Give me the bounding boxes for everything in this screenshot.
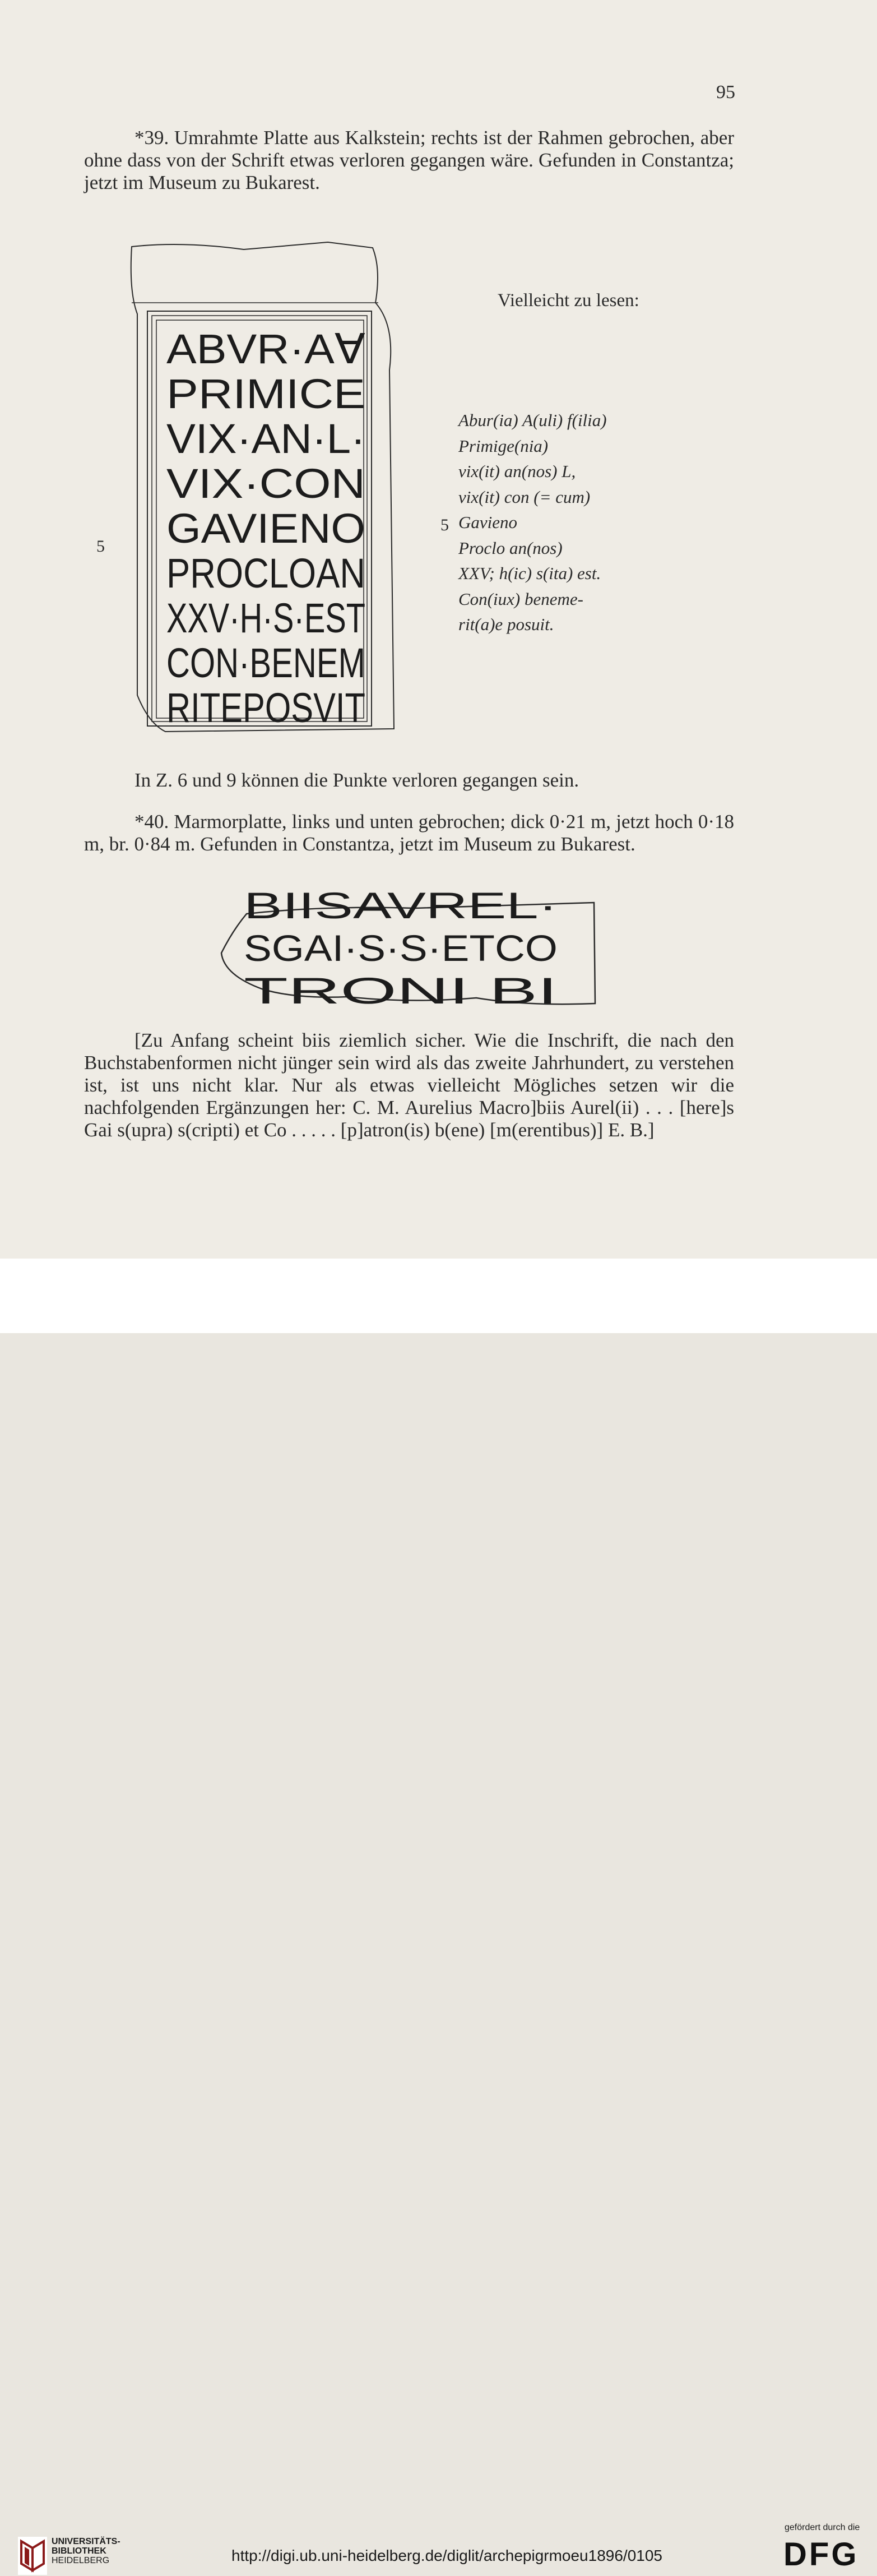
inscription-line: XXV·H·S·EST <box>166 595 365 641</box>
inscription-line: TRONI BI <box>244 970 558 1011</box>
reading-line: Abur(ia) A(uli) f(ilia) <box>458 410 607 430</box>
library-name-line: BIBLIOTHEK <box>52 2546 106 2556</box>
inscription-line-marker: 5 <box>96 537 105 556</box>
entry-40-description: *40. Marmorplatte, links und unten gebrochen; dick 0·21 m, jetzt hoch 0·18 m, br. 0·84 m. Gefunden in Constantza, jetzt im Museum zu Bukarest. <box>84 811 734 855</box>
entry-39-description: *39. Umrahmte Platte aus Kalkstein; rechts ist der Rahmen gebrochen, aber ohne dass von der Schrift etwas verloren gegangen wäre. Gefunden in Constantza; jetzt im Museum zu Bukarest. <box>84 127 734 193</box>
inscription-line: BIISAVREL· <box>244 891 558 926</box>
reading-line: vix(it) con (= cum) <box>458 487 591 507</box>
library-name <box>52 2537 120 2565</box>
inscription-line: GAVIENO <box>166 505 365 552</box>
library-name-line: UNIVERSITÄTS- <box>52 2537 120 2546</box>
reading-line-marker: 5 <box>440 516 449 534</box>
permalink-url[interactable]: http://digi.ub.uni-heidelberg.de/diglit/archepigrmoeu1896/0105 <box>231 2547 662 2564</box>
reading-line: Proclo an(nos) <box>458 538 563 558</box>
reading-line: Con(iux) beneme- <box>458 589 583 609</box>
page-number: 95 <box>716 82 735 103</box>
book-page <box>0 0 877 1259</box>
inscription-line: VIX·AN·L· <box>166 415 365 462</box>
inscription-line: SGAI·S·S·ETCO <box>244 927 558 969</box>
dfg-logo: DFG <box>783 2536 859 2573</box>
inscription-line: RITEPOSVIT <box>166 685 365 731</box>
reading-heading: Vielleicht zu lesen: <box>498 290 639 311</box>
entry-39-note: In Z. 6 und 9 können die Punkte verloren gegangen sein. <box>134 769 579 791</box>
reading-line: rit(a)e posuit. <box>458 614 554 634</box>
reading-line: XXV; h(ic) s(ita) est. <box>458 563 601 583</box>
university-library-logo-icon <box>17 2536 48 2576</box>
entry-40-commentary: [Zu Anfang scheint biis ziemlich sicher. Wie die Inschrift, die nach den Buchstabenformen nicht jünger sein wird als das zweite Jahrhundert, zu verstehen ist, ist uns nicht klar. Nur als etwas vielleicht Mögliches setzen wir die nachfolgenden Ergänzungen her: C. M. Aurelius Macro]biis Aurel(ii) . . . [here]s Gai s(upra) s(cripti) et Co . . . . . [p]atron(is) b(ene) [m(erentibus)] E. B.] <box>84 1029 734 1141</box>
inscription-line: ABVR·AⱯ <box>166 326 366 372</box>
funder-label: gefördert durch die <box>785 2523 860 2532</box>
inscription-line: PROCLOAN <box>166 550 365 596</box>
inscription-40-drawing <box>213 891 605 1020</box>
inscription-39-drawing <box>115 235 440 740</box>
library-name-line: HEIDELBERG <box>52 2556 110 2565</box>
inscription-line: VIX·CON <box>166 460 365 507</box>
viewer-footer <box>0 1259 877 2573</box>
reading-transcription <box>458 408 607 637</box>
reading-line: Gavieno <box>458 512 518 532</box>
reading-line: Primige(nia) <box>458 436 549 456</box>
reading-line: vix(it) an(nos) L, <box>458 461 576 481</box>
inscription-line: CON·BENEM <box>166 640 365 686</box>
inscription-line: PRIMICE <box>166 371 365 417</box>
